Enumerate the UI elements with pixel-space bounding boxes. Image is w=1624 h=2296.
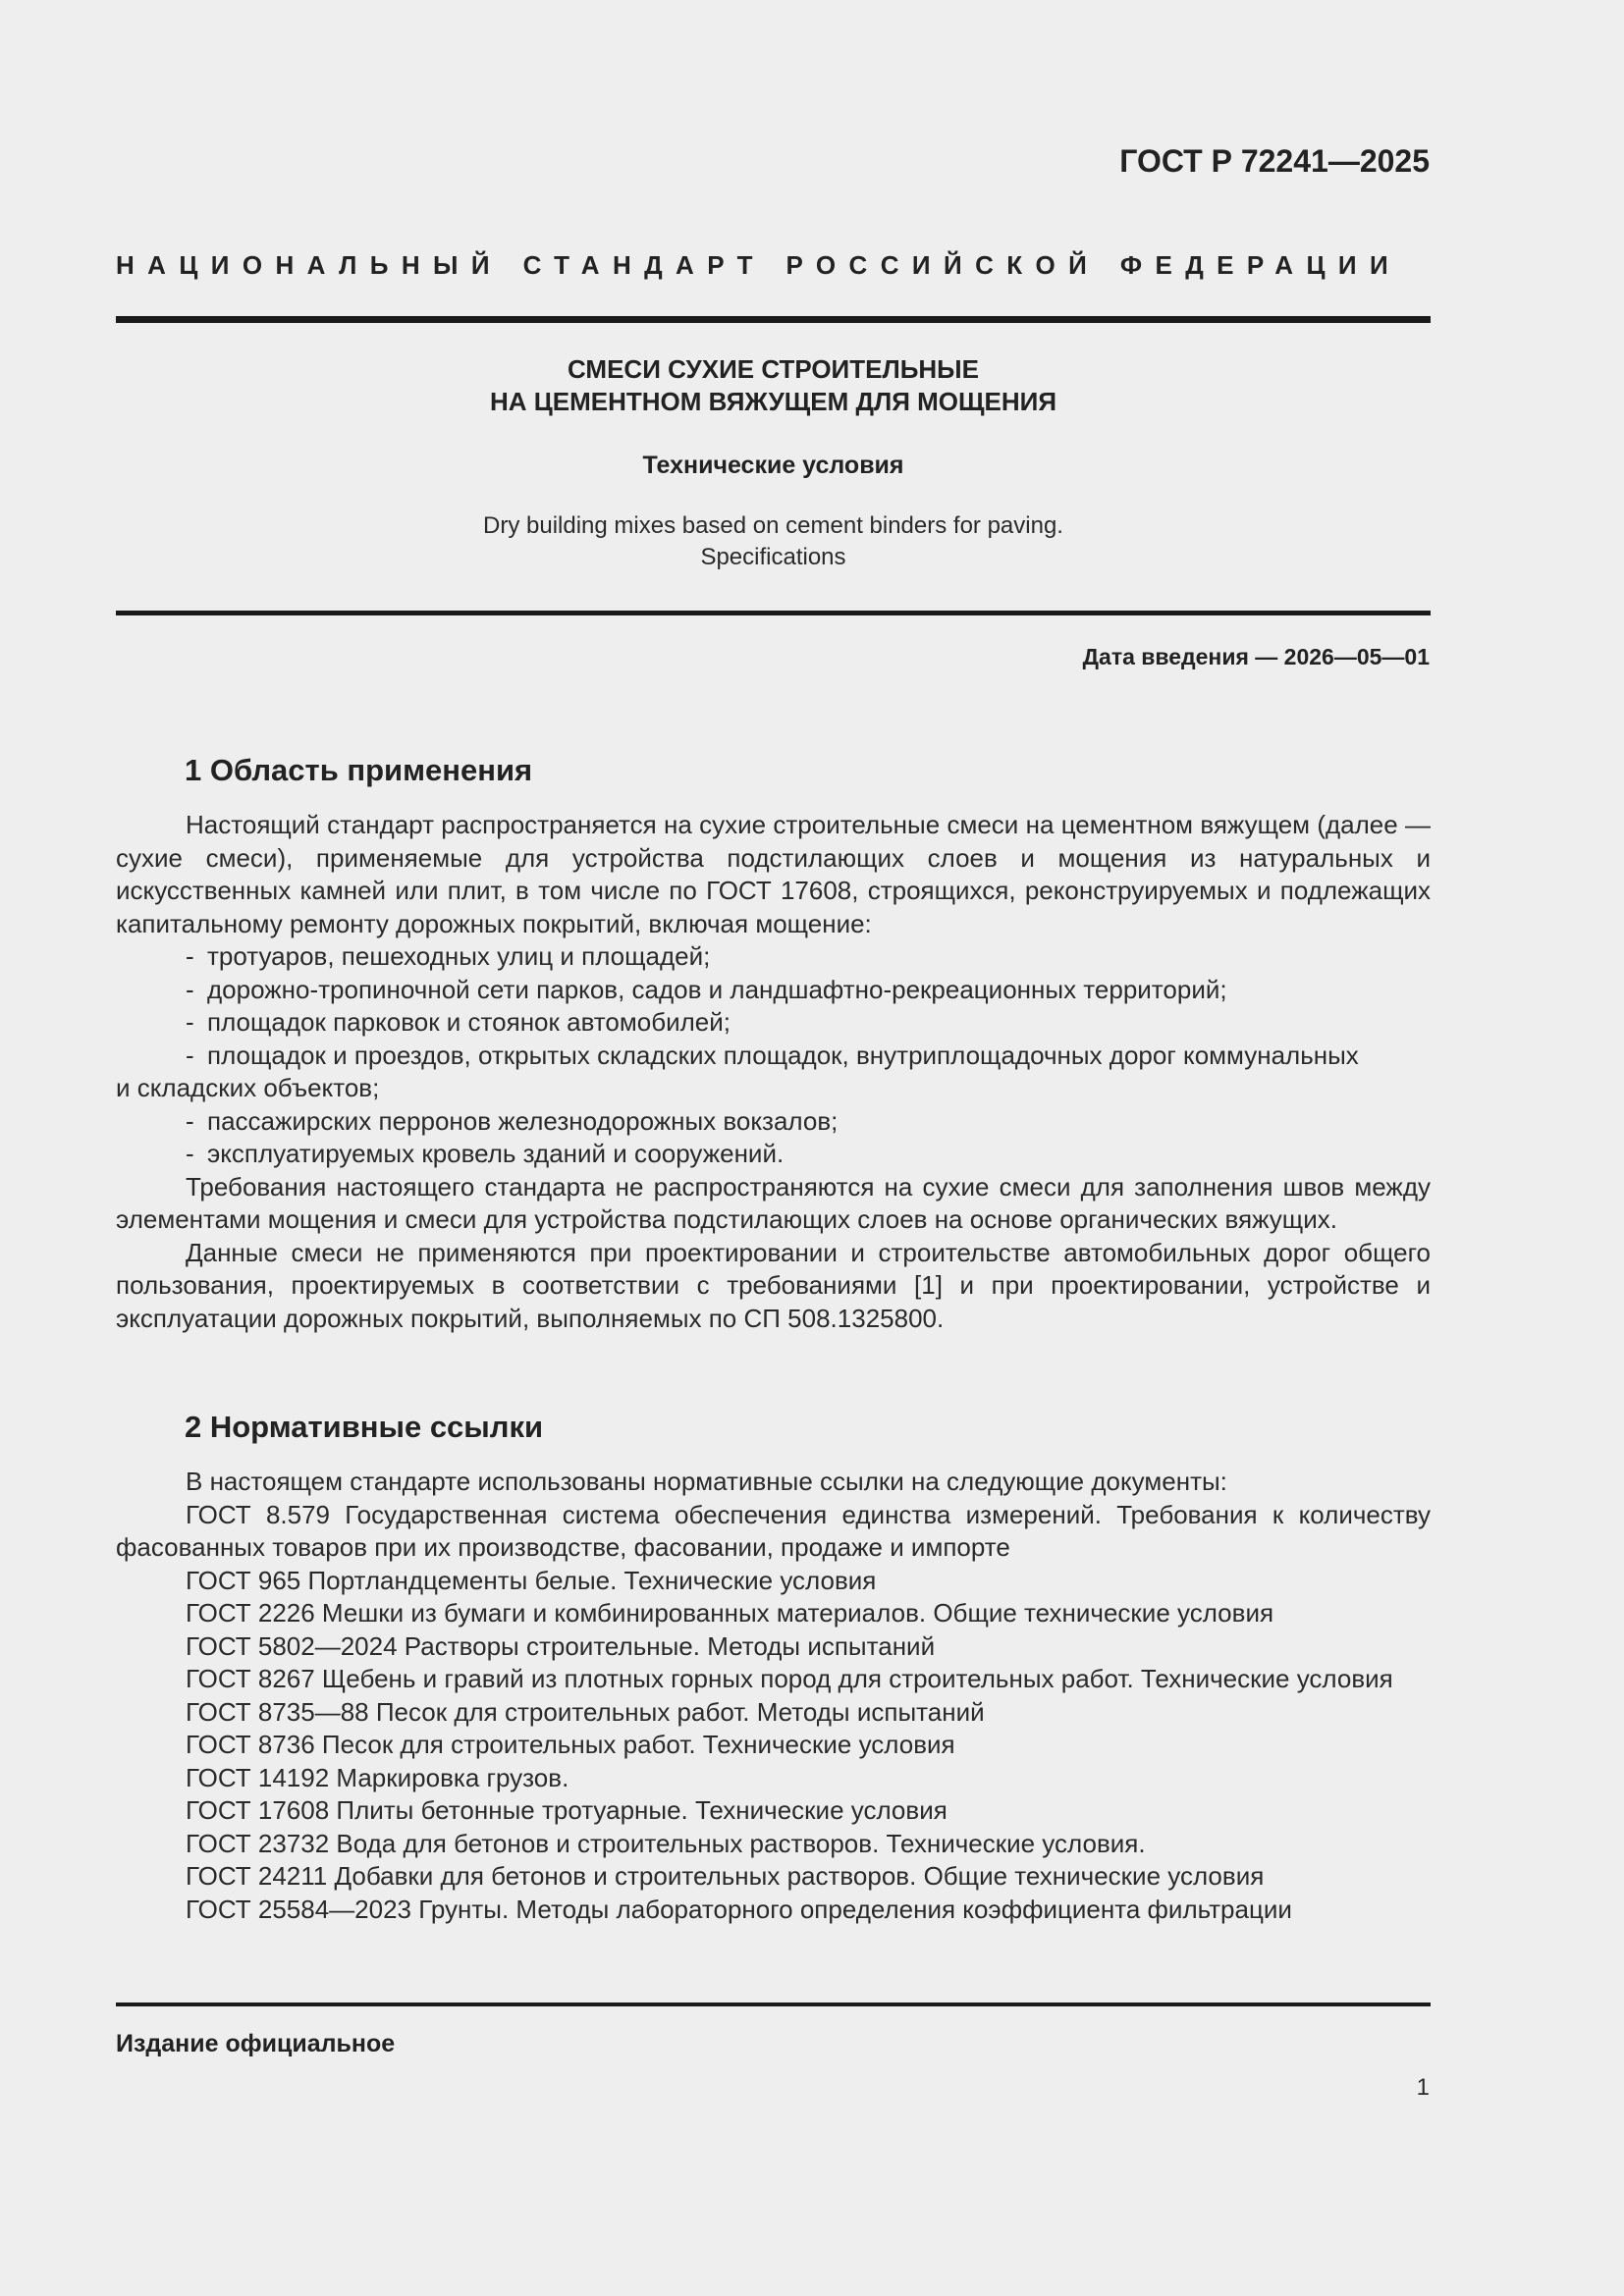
introduction-date: Дата введения — 2026—05—01	[1082, 644, 1430, 669]
gost-number: ГОСТ Р 72241—2025	[1119, 143, 1430, 179]
english-title	[116, 510, 1431, 573]
normative-reference: ГОСТ 17608 Плиты бетонные тротуарные. Технические условия	[186, 1795, 947, 1825]
official-edition-label: Издание официальное	[116, 2030, 396, 2057]
english-title-line-1: Dry building mixes based on cement binders for paving.	[483, 512, 1063, 539]
page-number: 1	[1416, 2074, 1430, 2101]
normative-reference: ГОСТ 5802—2024 Растворы строительные. Методы испытаний	[186, 1630, 936, 1661]
section-2-heading: 2 Нормативные ссылки	[185, 1410, 544, 1444]
list-item: - дорожно-тропиночной сети парков, садов и ландшафтно-рекреационных территорий;	[186, 974, 1227, 1004]
normative-reference: ГОСТ 8735—88 Песок для строительных работ. Методы испытаний	[186, 1696, 985, 1727]
document-title	[116, 353, 1431, 418]
list-item: - площадок и проездов, открытых складских площадок, внутриплощадочных дорог коммунальных	[186, 1040, 1359, 1070]
list-item: - эксплуатируемых кровель зданий и сооружений.	[186, 1139, 785, 1168]
normative-reference: ГОСТ 25584—2023 Грунты. Методы лабораторного определения коэффициента фильтрации	[186, 1894, 1292, 1924]
section-1-paragraph-3: Данные смеси не применяются при проектировании и строительстве автомобильных дорог общего пользования, проектируемых в соответствии с требованиями [1] и при проектировании, устройстве и эксплуатации дорожных покрытий, выполняемых по СП 508.1325800.	[116, 1237, 1431, 1333]
section-1-paragraph-1: Настоящий стандарт распространяется на сухие строительные смеси на цементном вяжущем (далее — сухие смеси), применяемые для устройства подстилающих слоев и мощения из натуральных и искусственных камней или плит, в том числе по ГОСТ 17608, строящихся, реконструируемых и подлежащих капитальному ремонту дорожных покрытий, включая мощение:	[116, 810, 1431, 938]
normative-reference: ГОСТ 2226 Мешки из бумаги и комбинированных материалов. Общие технические условия	[186, 1598, 1274, 1628]
list-item: - пассажирских перронов железнодорожных вокзалов;	[186, 1105, 839, 1136]
section-2-body	[116, 1466, 1431, 1926]
title-line-1: СМЕСИ СУХИЕ СТРОИТЕЛЬНЫЕ	[568, 354, 979, 384]
footer-divider	[116, 2002, 1431, 2006]
top-divider	[116, 316, 1431, 323]
normative-reference: ГОСТ 24211 Добавки для бетонов и строительных растворов. Общие технические условия	[186, 1861, 1265, 1891]
normative-reference: ГОСТ 8267 Щебень и гравий из плотных горных пород для строительных работ. Технические условия	[186, 1664, 1393, 1693]
list-item-continuation: и складских объектов;	[116, 1073, 380, 1102]
section-2-intro: В настоящем стандарте использованы нормативные ссылки на следующие документы:	[186, 1467, 1227, 1496]
national-standard-label: НАЦИОНАЛЬНЫЙ СТАНДАРТ РОССИЙСКОЙ ФЕДЕРАЦИИ	[116, 250, 1402, 280]
list-item: - площадок парковок и стоянок автомобилей;	[186, 1007, 731, 1037]
title-line-2: НА ЦЕМЕНТНОМ ВЯЖУЩЕМ ДЛЯ МОЩЕНИЯ	[489, 387, 1057, 416]
section-1-body	[116, 809, 1431, 1335]
normative-reference: ГОСТ 8.579 Государственная система обеспечения единства измерений. Требования к количеству фасованных товаров при их производстве, фасовании, продаже и импорте	[116, 1499, 1431, 1562]
normative-reference: ГОСТ 965 Портландцементы белые. Технические условия	[186, 1565, 877, 1595]
document-subtitle: Технические условия	[642, 452, 904, 479]
english-title-line-2: Specifications	[700, 544, 846, 570]
normative-reference: ГОСТ 8736 Песок для строительных работ. Технические условия	[186, 1730, 955, 1759]
section-1-heading: 1 Область применения	[185, 753, 533, 787]
normative-reference: ГОСТ 14192 Маркировка грузов.	[186, 1762, 569, 1792]
normative-reference: ГОСТ 23732 Вода для бетонов и строительных растворов. Технические условия.	[186, 1828, 1146, 1858]
list-item: - тротуаров, пешеходных улиц и площадей;	[186, 941, 711, 971]
section-1-paragraph-2: Требования настоящего стандарта не распространяются на сухие смеси для заполнения швов между элементами мощения и смеси для устройства подстилающих слоев на основе органических вяжущих.	[116, 1171, 1431, 1234]
title-divider	[116, 611, 1431, 615]
